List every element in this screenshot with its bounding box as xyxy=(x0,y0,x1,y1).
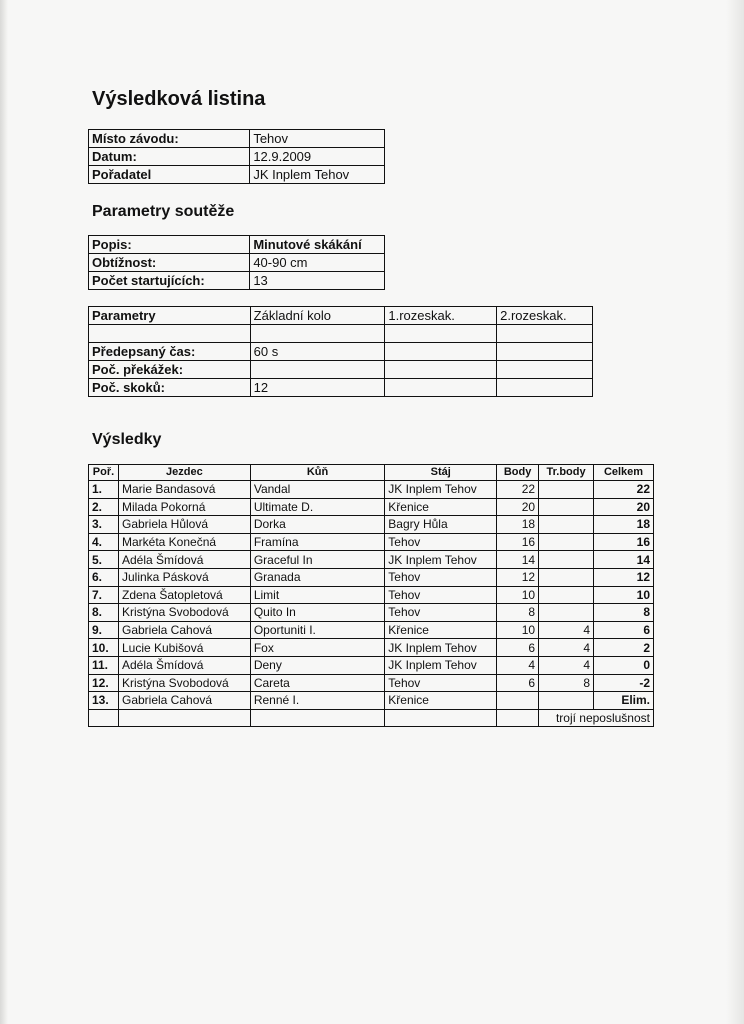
table-row xyxy=(89,148,385,166)
horse-name: Graceful In xyxy=(250,551,384,569)
round-param-basic xyxy=(250,361,385,379)
round-param-basic: 12 xyxy=(250,379,385,397)
page-title: Výsledková listina xyxy=(92,88,266,110)
results-table xyxy=(88,464,654,727)
param-label: Počet startujících: xyxy=(89,272,250,290)
horse-name: Vandal xyxy=(250,481,384,499)
horse-name: Oportuniti I. xyxy=(250,621,384,639)
horse-name: Limit xyxy=(250,586,384,604)
points: 10 xyxy=(497,586,539,604)
total-score: 22 xyxy=(594,481,654,499)
points: 12 xyxy=(497,568,539,586)
penalty-points: 8 xyxy=(539,674,594,692)
horse-name: Fox xyxy=(250,639,384,657)
total-score: 10 xyxy=(594,586,654,604)
column-header: 1.rozeskak. xyxy=(385,307,497,325)
penalty-points: 4 xyxy=(539,639,594,657)
penalty-points xyxy=(539,604,594,622)
round-param-jumpoff2 xyxy=(497,343,593,361)
rider-name: Marie Bandasová xyxy=(118,481,250,499)
position: 7. xyxy=(89,586,119,604)
info-label: Pořadatel xyxy=(89,166,250,184)
round-param-jumpoff1 xyxy=(385,343,497,361)
horse-name: Quito In xyxy=(250,604,384,622)
param-value: Minutové skákání xyxy=(250,236,385,254)
table-row xyxy=(89,621,654,639)
points: 6 xyxy=(497,674,539,692)
total-score: 20 xyxy=(594,498,654,516)
position: 1. xyxy=(89,481,119,499)
penalty-points xyxy=(539,586,594,604)
elimination-note: trojí neposlušnost xyxy=(539,709,654,727)
points: 22 xyxy=(497,481,539,499)
rider-name: Adéla Šmídová xyxy=(118,551,250,569)
table-row xyxy=(89,166,385,184)
table-row xyxy=(89,379,593,397)
penalty-points xyxy=(539,498,594,516)
position: 3. xyxy=(89,516,119,534)
table-row xyxy=(89,568,654,586)
empty-cell xyxy=(89,709,119,727)
penalty-points xyxy=(539,551,594,569)
stable-name: Tehov xyxy=(385,568,497,586)
empty-cell xyxy=(118,709,250,727)
points: 16 xyxy=(497,533,539,551)
table-row xyxy=(89,498,654,516)
stable-name: Tehov xyxy=(385,674,497,692)
penalty-points: 4 xyxy=(539,621,594,639)
points: 10 xyxy=(497,621,539,639)
position: 12. xyxy=(89,674,119,692)
rider-name: Lucie Kubišová xyxy=(118,639,250,657)
penalty-points xyxy=(539,692,594,710)
horse-name: Careta xyxy=(250,674,384,692)
scan-left-edge xyxy=(0,0,8,1024)
horse-name: Granada xyxy=(250,568,384,586)
total-score: 2 xyxy=(594,639,654,657)
penalty-points: 4 xyxy=(539,656,594,674)
total-score: Elim. xyxy=(594,692,654,710)
position: 2. xyxy=(89,498,119,516)
horse-name: Dorka xyxy=(250,516,384,534)
penalty-points xyxy=(539,533,594,551)
stable-name: JK Inplem Tehov xyxy=(385,551,497,569)
points: 18 xyxy=(497,516,539,534)
column-header: Základní kolo xyxy=(250,307,385,325)
column-header: Tr.body xyxy=(539,465,594,481)
table-row xyxy=(89,533,654,551)
rider-name: Gabriela Hůlová xyxy=(118,516,250,534)
rider-name: Gabriela Cahová xyxy=(118,692,250,710)
round-param-jumpoff1 xyxy=(385,325,497,343)
points xyxy=(497,692,539,710)
round-param-jumpoff2 xyxy=(497,379,593,397)
stable-name: JK Inplem Tehov xyxy=(385,656,497,674)
horse-name: Renné I. xyxy=(250,692,384,710)
column-header: 2.rozeskak. xyxy=(497,307,593,325)
total-score: 14 xyxy=(594,551,654,569)
info-label: Místo závodu: xyxy=(89,130,250,148)
table-row xyxy=(89,361,593,379)
stable-name: Křenice xyxy=(385,621,497,639)
rider-name: Markéta Konečná xyxy=(118,533,250,551)
position: 10. xyxy=(89,639,119,657)
table-row xyxy=(89,551,654,569)
position: 6. xyxy=(89,568,119,586)
column-header: Stáj xyxy=(385,465,497,481)
competition-params-table xyxy=(88,235,385,290)
table-row xyxy=(89,130,385,148)
total-score: 16 xyxy=(594,533,654,551)
table-row xyxy=(89,656,654,674)
rider-name: Adéla Šmídová xyxy=(118,656,250,674)
table-row xyxy=(89,709,654,727)
horse-name: Ultimate D. xyxy=(250,498,384,516)
round-param-basic xyxy=(250,325,385,343)
table-header-row xyxy=(89,465,654,481)
stable-name: JK Inplem Tehov xyxy=(385,639,497,657)
position: 8. xyxy=(89,604,119,622)
table-header-row xyxy=(89,307,593,325)
rider-name: Gabriela Cahová xyxy=(118,621,250,639)
table-row xyxy=(89,325,593,343)
table-row xyxy=(89,516,654,534)
column-header: Jezdec xyxy=(118,465,250,481)
points: 8 xyxy=(497,604,539,622)
round-param-label: Poč. překážek: xyxy=(89,361,251,379)
column-header: Celkem xyxy=(594,465,654,481)
penalty-points xyxy=(539,516,594,534)
total-score: 18 xyxy=(594,516,654,534)
total-score: 8 xyxy=(594,604,654,622)
points: 14 xyxy=(497,551,539,569)
total-score: -2 xyxy=(594,674,654,692)
rider-name: Julinka Pásková xyxy=(118,568,250,586)
table-row xyxy=(89,343,593,361)
race-info-table xyxy=(88,129,385,184)
info-value: JK Inplem Tehov xyxy=(250,166,385,184)
table-row xyxy=(89,236,385,254)
rider-name: Zdena Šatopletová xyxy=(118,586,250,604)
table-row xyxy=(89,586,654,604)
params-heading: Parametry soutěže xyxy=(92,203,235,220)
rider-name: Kristýna Svobodová xyxy=(118,674,250,692)
column-header: Poř. xyxy=(89,465,119,481)
param-label: Obtížnost: xyxy=(89,254,250,272)
stable-name: Bagry Hůla xyxy=(385,516,497,534)
points: 20 xyxy=(497,498,539,516)
round-params-table xyxy=(88,306,593,397)
horse-name: Framína xyxy=(250,533,384,551)
position: 4. xyxy=(89,533,119,551)
param-value: 13 xyxy=(250,272,385,290)
penalty-points xyxy=(539,568,594,586)
stable-name: Tehov xyxy=(385,604,497,622)
position: 9. xyxy=(89,621,119,639)
horse-name: Deny xyxy=(250,656,384,674)
round-param-jumpoff1 xyxy=(385,379,497,397)
param-value: 40-90 cm xyxy=(250,254,385,272)
table-row xyxy=(89,272,385,290)
results-heading: Výsledky xyxy=(92,431,162,448)
stable-name: Tehov xyxy=(385,533,497,551)
total-score: 6 xyxy=(594,621,654,639)
position: 13. xyxy=(89,692,119,710)
table-row xyxy=(89,692,654,710)
table-row xyxy=(89,604,654,622)
table-row xyxy=(89,254,385,272)
rider-name: Milada Pokorná xyxy=(118,498,250,516)
round-param-jumpoff2 xyxy=(497,325,593,343)
points: 6 xyxy=(497,639,539,657)
empty-cell xyxy=(385,709,497,727)
penalty-points xyxy=(539,481,594,499)
column-header: Parametry xyxy=(89,307,251,325)
stable-name: JK Inplem Tehov xyxy=(385,481,497,499)
column-header: Kůň xyxy=(250,465,384,481)
round-param-label: Poč. skoků: xyxy=(89,379,251,397)
info-value: Tehov xyxy=(250,130,385,148)
info-label: Datum: xyxy=(89,148,250,166)
round-param-label: Předepsaný čas: xyxy=(89,343,251,361)
points: 4 xyxy=(497,656,539,674)
param-label: Popis: xyxy=(89,236,250,254)
stable-name: Křenice xyxy=(385,498,497,516)
table-row xyxy=(89,639,654,657)
empty-cell xyxy=(497,709,539,727)
round-param-basic: 60 s xyxy=(250,343,385,361)
stable-name: Tehov xyxy=(385,586,497,604)
table-row xyxy=(89,674,654,692)
position: 11. xyxy=(89,656,119,674)
info-value: 12.9.2009 xyxy=(250,148,385,166)
position: 5. xyxy=(89,551,119,569)
round-param-jumpoff2 xyxy=(497,361,593,379)
round-param-jumpoff1 xyxy=(385,361,497,379)
empty-cell xyxy=(250,709,384,727)
total-score: 12 xyxy=(594,568,654,586)
table-row xyxy=(89,481,654,499)
stable-name: Křenice xyxy=(385,692,497,710)
column-header: Body xyxy=(497,465,539,481)
rider-name: Kristýna Svobodová xyxy=(118,604,250,622)
scan-right-edge xyxy=(726,0,744,1024)
total-score: 0 xyxy=(594,656,654,674)
round-param-label xyxy=(89,325,251,343)
